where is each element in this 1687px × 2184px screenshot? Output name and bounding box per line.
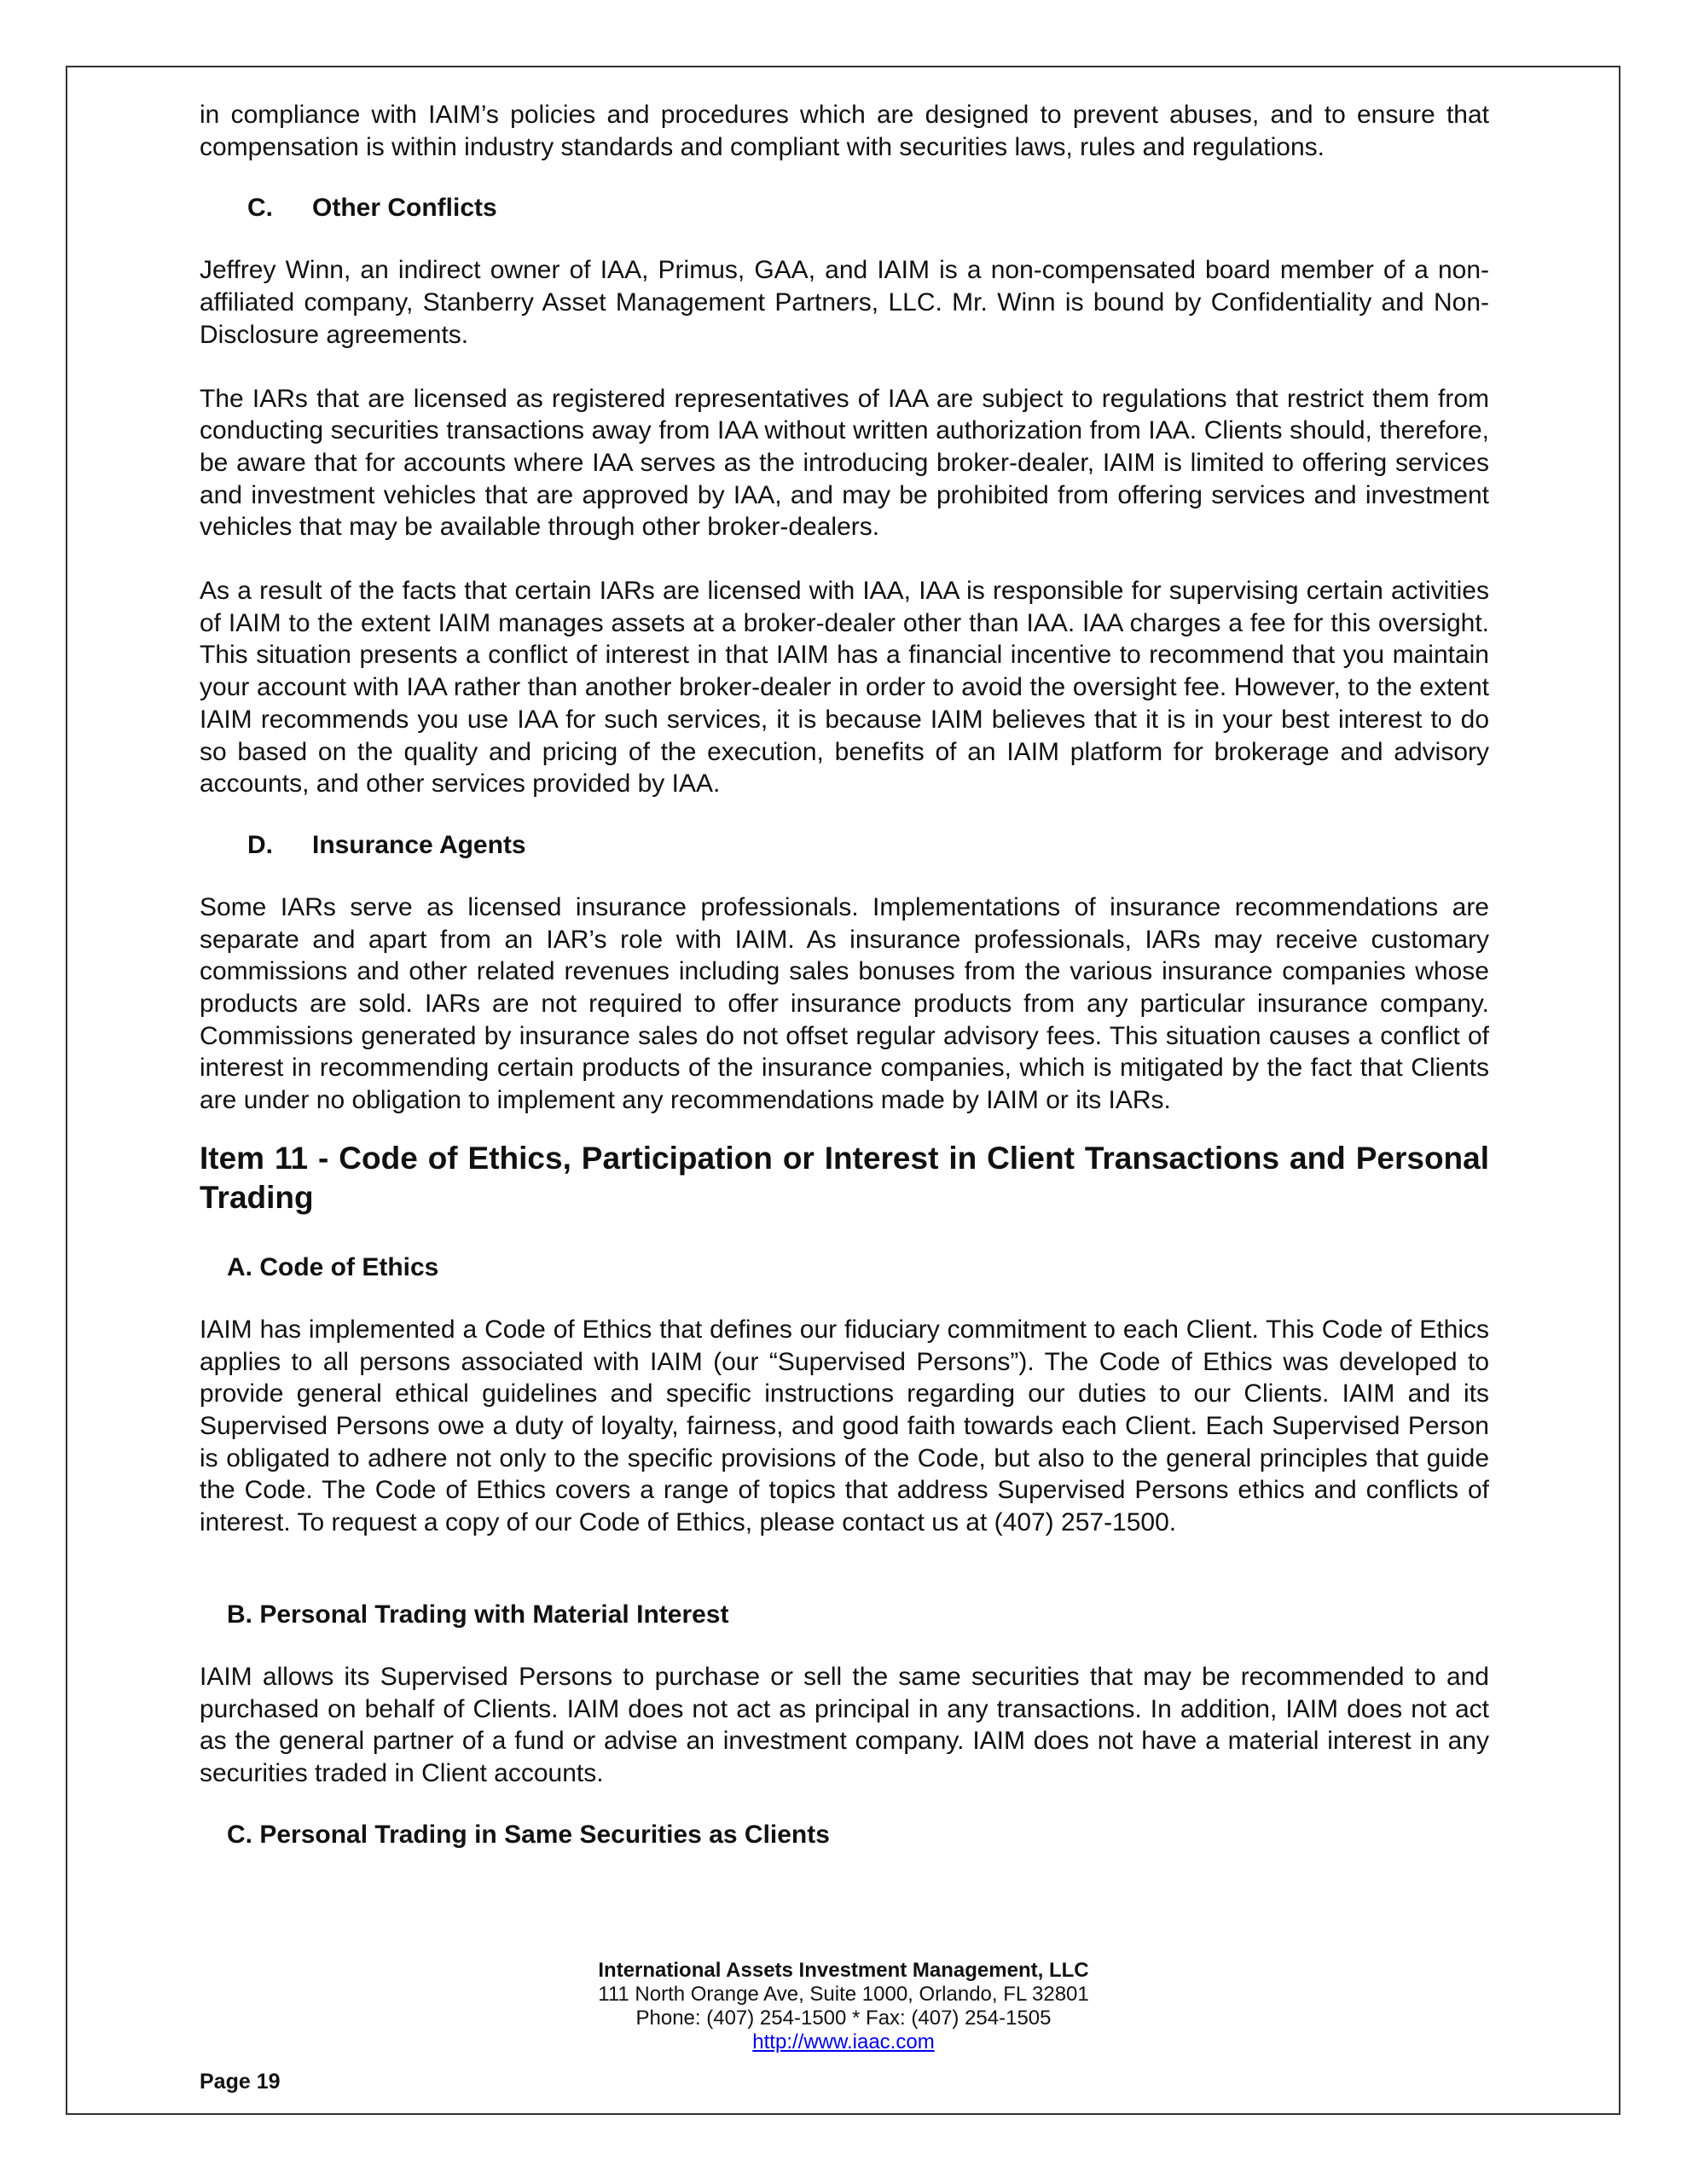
footer-phone: Phone: (407) 254-1500 * Fax: (407) 254-1505 [635, 2007, 1052, 2030]
footer-address: 111 North Orange Ave, Suite 1000, Orlando, FL 32801 [598, 1983, 1089, 2006]
page-number: Page 19 [200, 2070, 281, 2094]
section-c-letter: C. [247, 194, 273, 223]
page-footer [0, 1959, 1687, 2054]
item-11-heading: Item 11 - Code of Ethics, Participation or Interest in Client Transactions and Personal Trading [200, 1140, 1489, 1215]
code-of-ethics-paragraph: IAIM has implemented a Code of Ethics that defines our fiduciary commitment to each Client. This Code of Ethics applies to all persons associated with IAIM (our “Supervised Persons”). The Code of Ethics was developed to provide general ethical guidelines and specific instructions regarding our duties to our Clients. IAIM and its Supervised Persons owe a duty of loyalty, fairness, and good faith towards each Client. Each Supervised Person is obligated to adhere not only to the specific provisions of the Code, but also to the general principles that guide the Code. The Code of Ethics covers a range of topics that address Supervised Persons ethics and conflicts of interest. To request a copy of our Code of Ethics, please contact us at (407) 257-1500. [200, 1315, 1489, 1537]
page-content [200, 92, 1489, 1851]
section-c-title: Other Conflicts [312, 194, 497, 223]
insurance-agents-paragraph: Some IARs serve as licensed insurance professionals. Implementations of insurance recommendations are separate and apart from an IAR’s role with IAIM. As insurance professionals, IARs may receive customary commissions and other related revenues including sales bonuses from the various insurance companies whose products are sold. IARs are not required to offer insurance products from any particular insurance company. Commissions generated by insurance sales do not offset regular advisory fees. This situation causes a conflict of interest in recommending certain products of the insurance companies, which is mitigated by the fact that Clients are under no obligation to implement any recommendations made by IAIM or its IARs. [200, 892, 1489, 1115]
section-d-letter: D. [247, 830, 273, 859]
section-d-heading [200, 829, 1489, 862]
personal-trading-same-securities-heading: C. Personal Trading in Same Securities as Clients [227, 1820, 830, 1849]
footer-company: International Assets Investment Management, LLC [598, 1959, 1089, 1982]
section-d-title: Insurance Agents [312, 830, 526, 859]
section-c-heading [200, 192, 1489, 224]
other-conflicts-paragraph-2: The IARs that are licensed as registered representatives of IAA are subject to regulations that restrict them from conducting securities transactions away from IAA without written authorization from IAA. Clients should, therefore, be aware that for accounts where IAA serves as the introducing broker-dealer, IAIM is limited to offering services and investment vehicles that are approved by IAA, and may be prohibited from offering services and investment vehicles that may be available through other broker-dealers. [200, 384, 1489, 542]
personal-trading-material-interest-paragraph: IAIM allows its Supervised Persons to purchase or sell the same securities that may be recommended to and purchased on behalf of Clients. IAIM does not act as principal in any transactions. In addition, IAIM does not act as the general partner of a fund or advise an investment company. IAIM does not have a material interest in any securities traded in Client accounts. [200, 1662, 1489, 1787]
other-conflicts-paragraph-1: Jeffrey Winn, an indirect owner of IAA, Primus, GAA, and IAIM is a non-compensated board member of a non-affiliated company, Stanberry Asset Management Partners, LLC. Mr. Winn is bound by Confidentiality and Non-Disclosure agreements. [200, 256, 1489, 349]
other-conflicts-paragraph-3: As a result of the facts that certain IARs are licensed with IAA, IAA is responsible for supervising certain activities of IAIM to the extent IAIM manages assets at a broker-dealer other than IAA. IAA charges a fee for this oversight. This situation presents a conflict of interest in that IAIM has a financial incentive to recommend that you maintain your account with IAA rather than another broker-dealer in order to avoid the oversight fee. However, to the extent IAIM recommends you use IAA for such services, it is because IAIM believes that it is in your best interest to do so based on the quality and pricing of the execution, benefits of an IAIM platform for brokerage and advisory accounts, and other services provided by IAA. [200, 577, 1489, 799]
code-of-ethics-heading: A. Code of Ethics [227, 1252, 439, 1281]
personal-trading-material-interest-heading: B. Personal Trading with Material Interest [227, 1600, 729, 1629]
intro-paragraph: in compliance with IAIM’s policies and procedures which are designed to prevent abuses, and to ensure that compensation is within industry standards and compliant with securities laws, rules and regulations. [200, 101, 1489, 161]
footer-website-link[interactable]: http://www.iaac.com [752, 2030, 935, 2053]
